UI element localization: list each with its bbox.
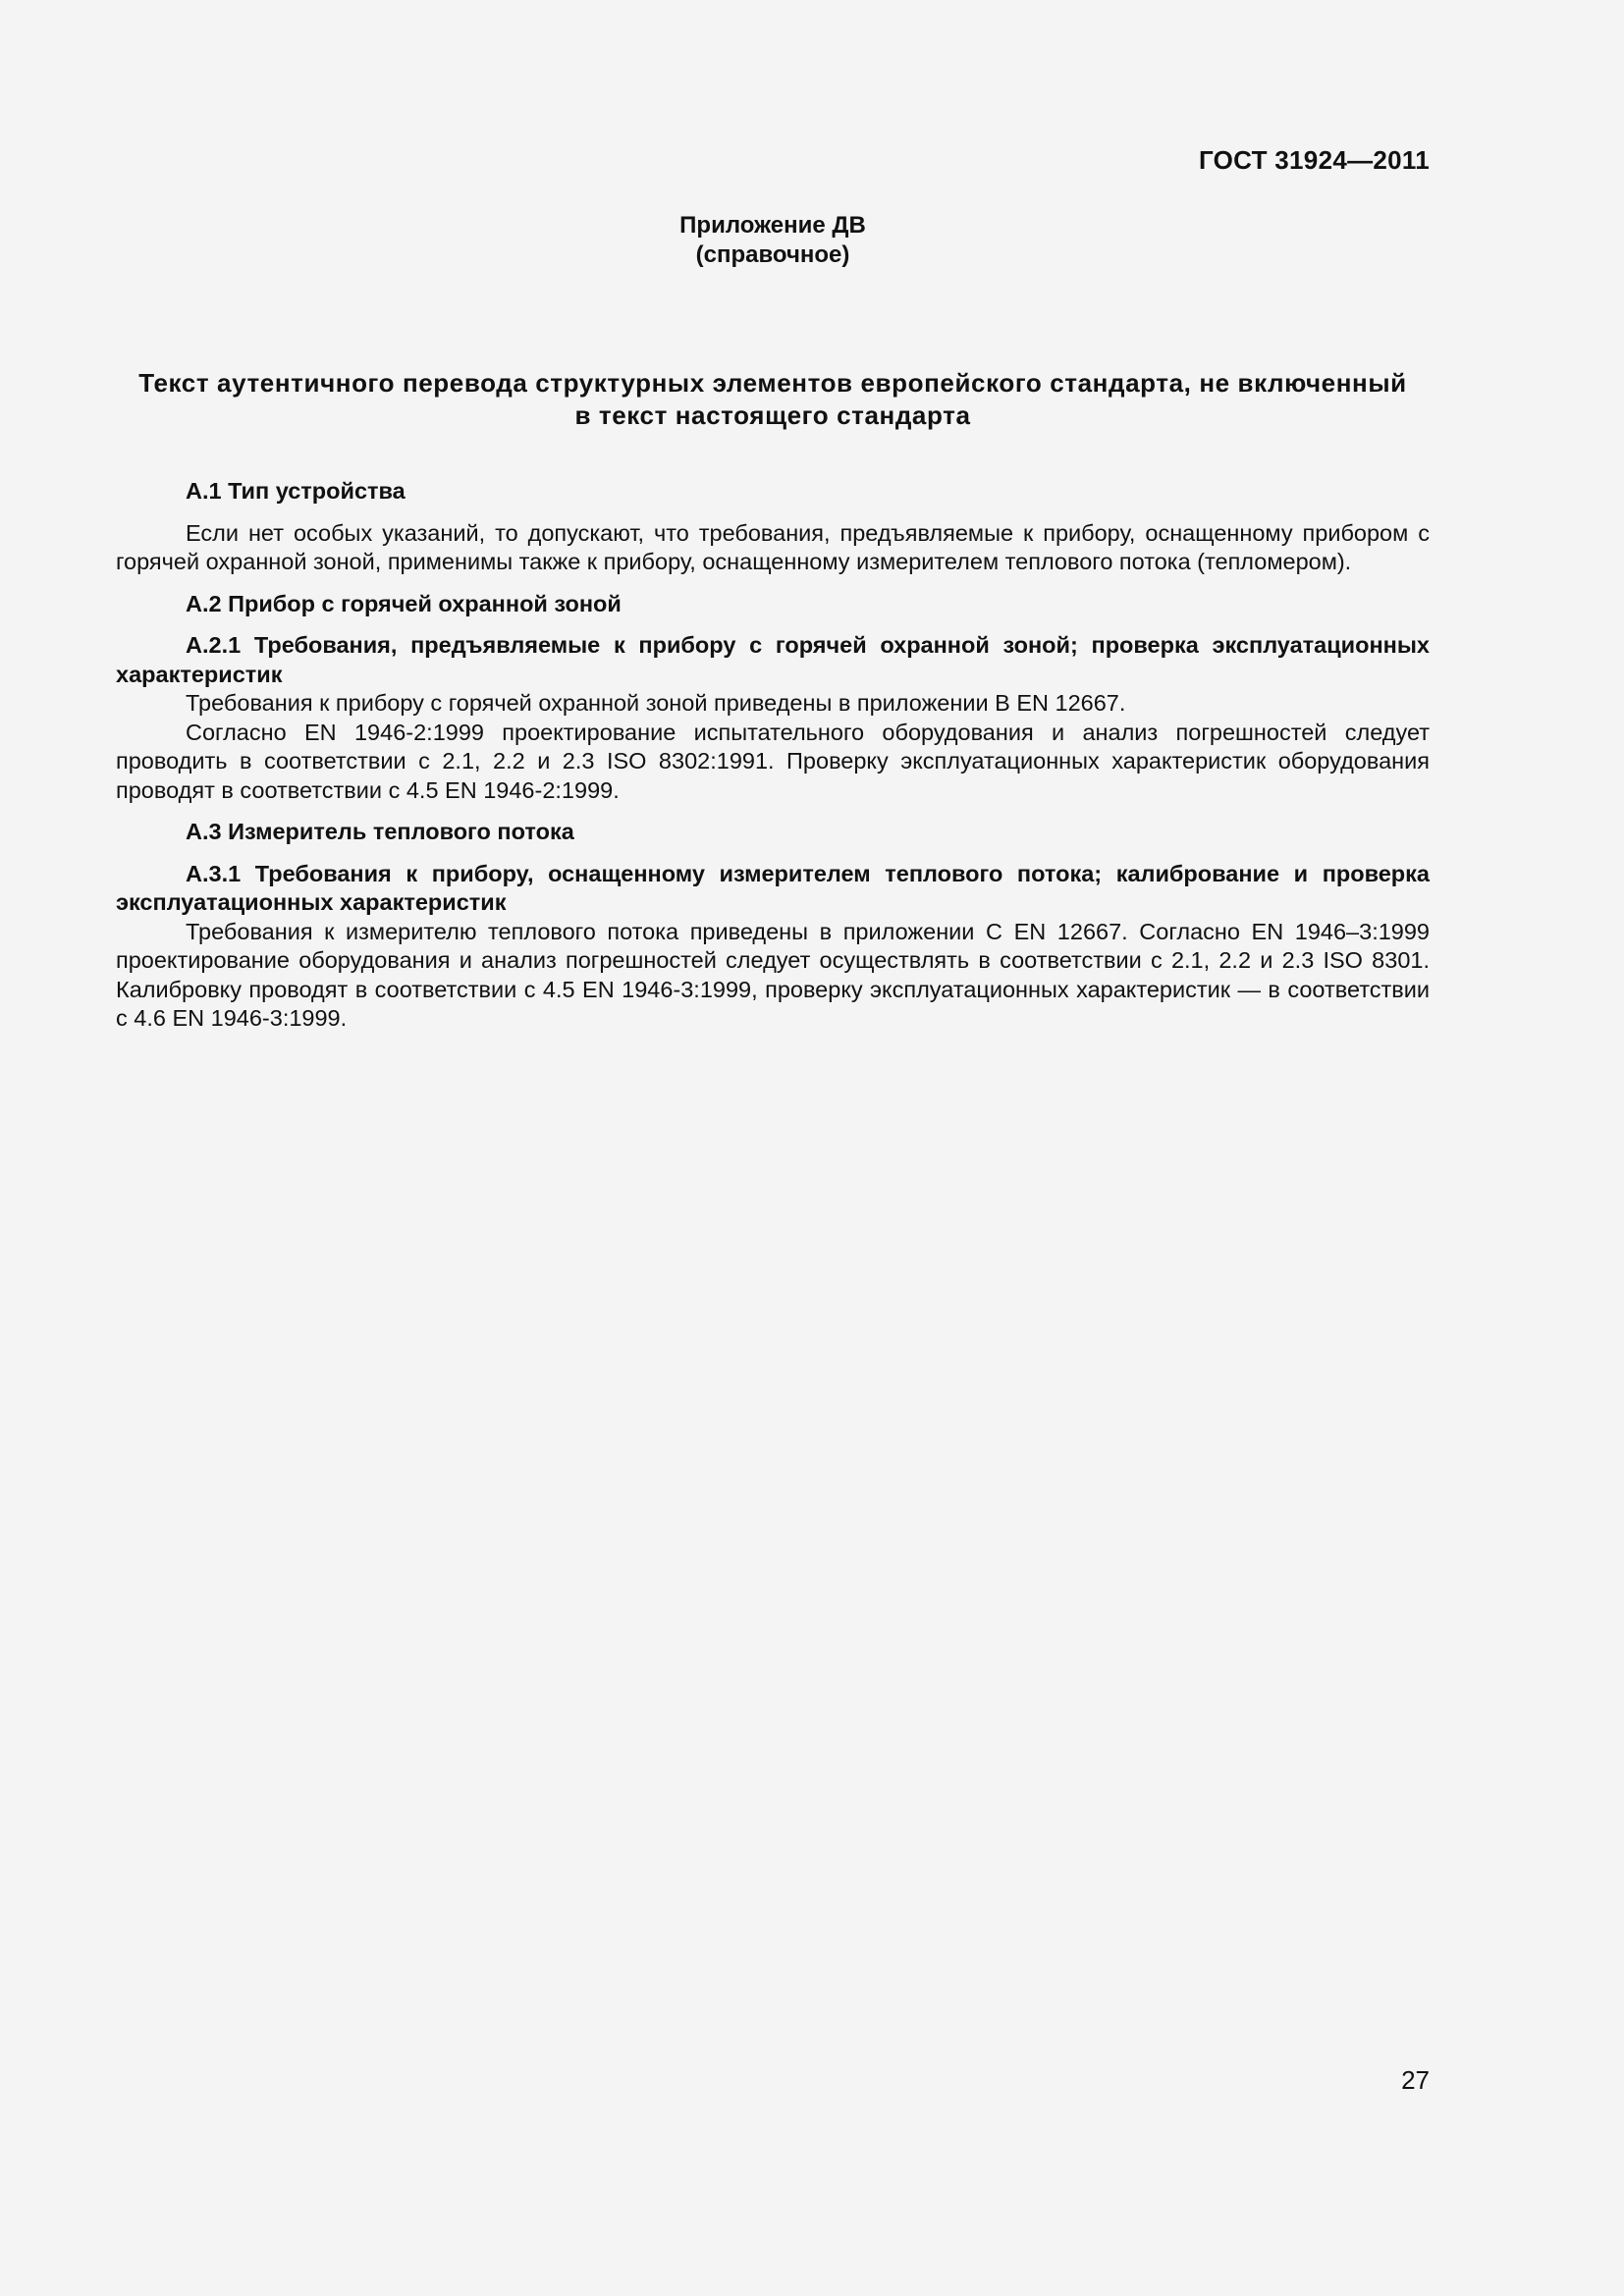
section-a1-paragraph: Если нет особых указаний, то допускают, что требования, предъявляемые к прибору, оснащенному прибором с горячей охранной зоной, применимы также к прибору, оснащенному измерителем теплового потока (тепломером). <box>116 519 1430 574</box>
document-title-line-1: Текст аутентичного перевода структурных элементов европейского стандарта, не включенный <box>138 368 1407 398</box>
section-a21-paragraph-2: Согласно EN 1946-2:1999 проектирование испытательного оборудования и анализ погрешностей следует проводить в соответствии с 2.1, 2.2 и 2.3 ISO 8302:1991. Проверку эксплуатационных характеристик оборудования проводят в соответствии с 4.5 EN 1946-2:1999. <box>116 719 1430 803</box>
document-code: ГОСТ 31924—2011 <box>1198 145 1430 175</box>
section-a31-heading: А.3.1 Требования к прибору, оснащенному измерителем теплового потока; калибрование и проверка эксплуатационных характеристик <box>116 860 1430 915</box>
document-title-line-2: в текст настоящего стандарта <box>574 400 971 430</box>
section-a2-heading: А.2 Прибор с горячей охранной зоной <box>186 590 622 616</box>
section-a21-heading: А.2.1 Требования, предъявляемые к прибору с горячей охранной зоной; проверка эксплуатационных характеристик <box>116 632 1430 687</box>
section-a3-heading: А.3 Измеритель теплового потока <box>186 819 574 844</box>
section-a31-paragraph: Требования к измерителю теплового потока приведены в приложении С EN 12667. Согласно EN 1946–3:1999 проектирование оборудования и анализ погрешностей следует осуществлять в соответствии с 2.1, 2.2 и 2.3 ISO 8301. Калибровку проводят в соответствии с 4.5 EN 1946-3:1999, проверку эксплуатационных характеристик — в соответствии с 4.6 EN 1946-3:1999. <box>116 918 1430 1031</box>
appendix-heading <box>116 211 1430 270</box>
document-title <box>116 367 1430 432</box>
section-a21-paragraph-1: Требования к прибору с горячей охранной зоной приведены в приложении В EN 12667. <box>186 690 1126 716</box>
appendix-type: (справочное) <box>695 241 850 268</box>
page-number: 27 <box>1401 2065 1430 2095</box>
document-body <box>116 477 1430 1034</box>
section-a1-heading: А.1 Тип устройства <box>186 478 406 504</box>
appendix-title: Приложение ДВ <box>679 212 866 239</box>
